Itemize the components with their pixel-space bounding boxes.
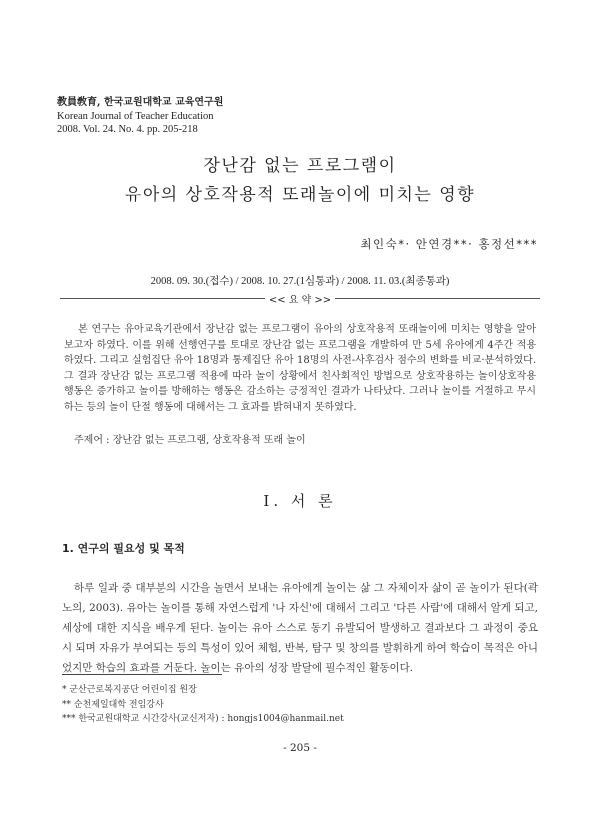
section-title: I. 서 론 — [263, 492, 337, 510]
footnote-3: *** 한국교원대학교 시간강사(교신저자) : hongjs1004@hanmail.net — [62, 714, 344, 724]
journal-english-name: Korean Journal of Teacher Education — [57, 110, 214, 122]
review-dates: 2008. 09. 30.(접수) / 2008. 10. 27.(1심통과) / 2008. 11. 03.(최종통과) — [150, 276, 450, 287]
body-text — [62, 578, 538, 678]
footnotes — [62, 683, 344, 727]
summary-heading — [0, 291, 600, 306]
body-paragraph: 하루 일과 중 대부분의 시간을 놀면서 보내는 유아에게 놀이는 삶 그 자체이자 삶이 곧 놀이가 된다(곽노의, 2003). 유아는 놀이를 통해 자연스럽게 '나 자신'에 대해서 그리고 '다른 사람'에 대해서 알게 되고, 세상에 대한 지식을 배우게 된다. 놀이는 유아 스스로 동기 유발되어 발생하고 결과보다 그 과정이 중요시 되며 자유가 부여되는 등의 특성이 있어 체험, 반복, 탐구 및 창의를 발휘하게 하여 학습이 목적은 아니었지만 학습의 효과를 거둔다. 놀이는 유아의 성장 발달에 필수적인 활동이다. — [62, 582, 538, 674]
journal-name: 教員敎育, 한국교원대학교 교육연구원 — [57, 97, 224, 108]
abstract — [64, 322, 536, 416]
journal-volume-info: 2008. Vol. 24. No. 4. pp. 205-218 — [57, 124, 198, 135]
page-number: - 205 - — [283, 742, 317, 754]
abstract-text: 본 연구는 유아교육기관에서 장난감 없는 프로그램이 유아의 상호작용적 또래놀이에 미치는 영향을 알아보고자 하였다. 이를 위해 선행연구를 토대로 장난감 없는 프로그램을 개발하여 만 5세 유아에게 4주간 적용하였다. 그리고 실험집단 유아 18명과 통제집단 유아 18명의 사전-사후검사 점수의 변화를 비교·분석하였다. 그 결과 장난감 없는 프로그램 적용에 따라 놀이 상황에서 친사회적인 방법으로 상호작용하는 놀이상호작용 행동은 증가하고 놀이를 방해하는 행동은 감소하는 긍정적인 결과가 나타났다. 그러나 놀이를 거절하고 무시하는 등의 놀이 단절 행동에 대해서는 그 효과를 밝혀내지 못하였다. — [64, 324, 536, 413]
footnote-divider — [62, 674, 222, 675]
footnote-1: * 군산근로복지공단 어린이집 원장 — [62, 685, 197, 695]
subsection-title: 1. 연구의 필요성 및 목적 — [62, 542, 185, 555]
summary-heading-text: << 요 약 >> — [265, 295, 335, 306]
keywords: 주제어 : 장난감 없는 프로그램, 상호작용적 또래 놀이 — [74, 435, 306, 446]
paper-title-line-2: 유아의 상호작용적 또래놀이에 미치는 영향 — [124, 185, 476, 205]
footnote-2: ** 순천제일대학 전임강사 — [62, 699, 164, 710]
journal-header — [57, 96, 357, 137]
author-list: 최인숙*· 안연경**· 홍정선*** — [360, 237, 538, 251]
paper-title-line-1: 장난감 없는 프로그램이 — [203, 156, 397, 176]
